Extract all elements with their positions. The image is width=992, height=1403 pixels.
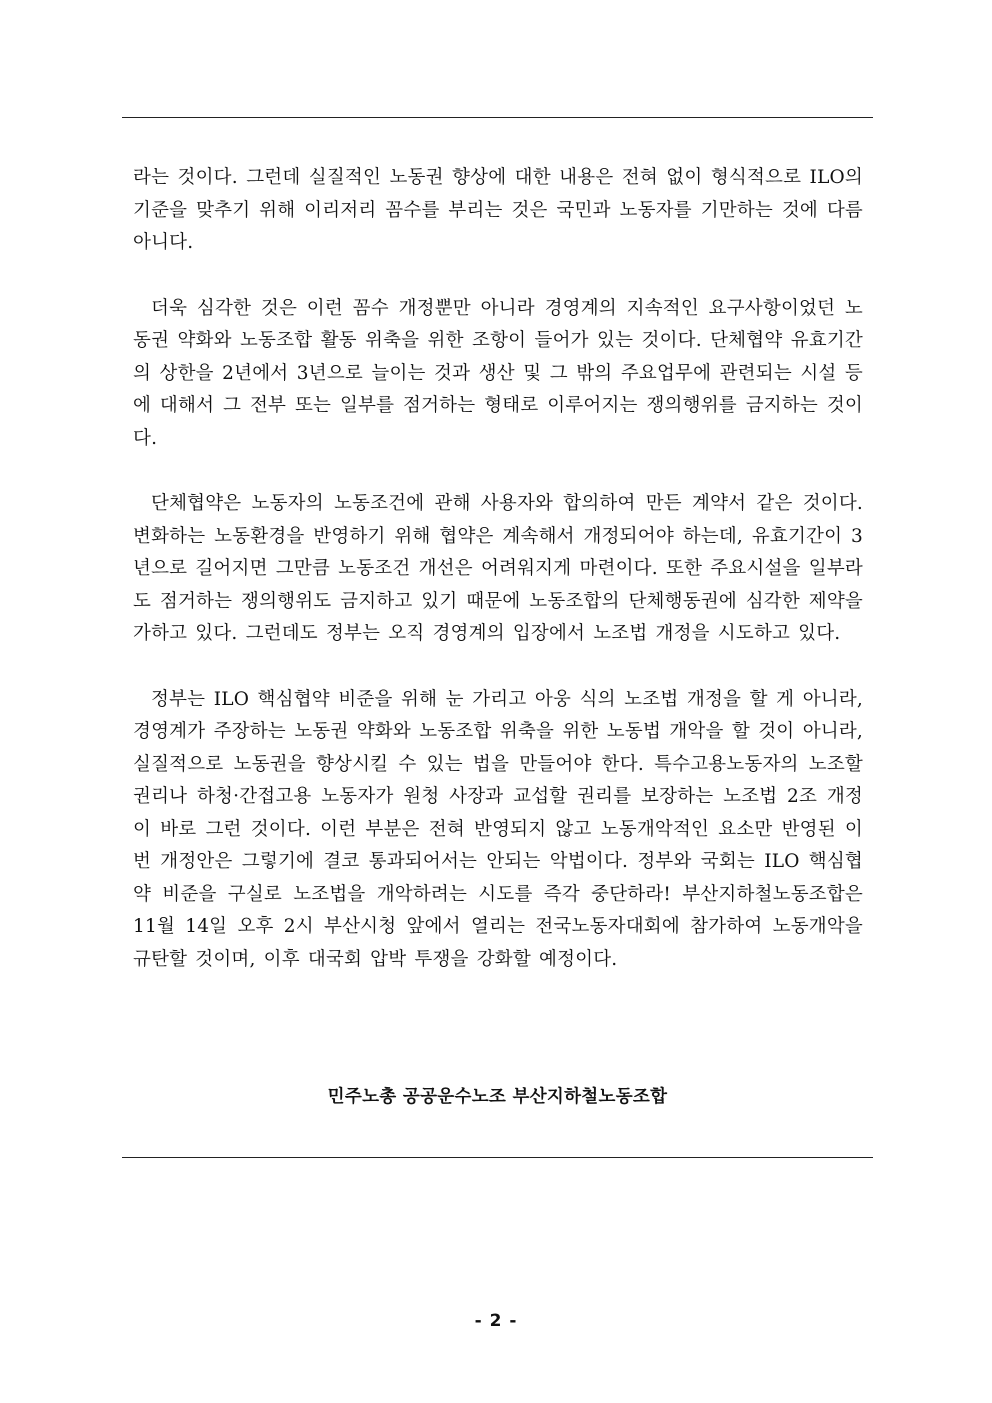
- paragraph-collective-agreement: 단체협약은 노동자의 노동조건에 관해 사용자와 합의하여 만든 계약서 같은 것이다. 변화하는 노동환경을 반영하기 위해 협약은 계속해서 개정되어야 하는데, 유효기간이 3년으로 길어지면 그만큼 노동조건 개선은 어려워지게 마련이다. 또한 주요시설을 일부라도 점거하는 쟁의행위도 금지하고 있기 때문에 노동조합의 단체행동권에 심각한 제약을 가하고 있다. 그런데도 정부는 오직 경영계의 입장에서 노조법 개정을 시도하고 있다.: [133, 493, 863, 644]
- document-body: [133, 162, 863, 1009]
- paragraph-continuation: 라는 것이다. 그런데 실질적인 노동권 향상에 대한 내용은 전혀 없이 형식적으로 ILO의 기준을 맞추기 위해 이리저리 꼼수를 부리는 것은 국민과 노동자를 기만하는 것에 다름 아니다.: [133, 167, 863, 253]
- paragraph-demand: 정부는 ILO 핵심협약 비준을 위해 눈 가리고 아웅 식의 노조법 개정을 할 게 아니라, 경영계가 주장하는 노동권 약화와 노동조합 위축을 위한 노동법 개악을 할 것이 아니라, 실질적으로 노동권을 향상시킬 수 있는 법을 만들어야 한다. 특수고용노동자의 노조할 권리나 하청·간접고용 노동자가 원청 사장과 교섭할 권리를 보장하는 노조법 2조 개정이 바로 그런 것이다. 이런 부분은 전혀 반영되지 않고 노동개악적인 요소만 반영된 이번 개정안은 그렇기에 결코 통과되어서는 안되는 악법이다. 정부와 국회는 ILO 핵심협약 비준을 구실로 노조법을 개악하려는 시도를 즉각 중단하라! 부산지하철노동조합은 11월 14일 오후 2시 부산시청 앞에서 열리는 전국노동자대회에 참가하여 노동개악을 규탄할 것이며, 이후 대국회 압박 투쟁을 강화할 예정이다.: [133, 688, 863, 970]
- footer-divider: [122, 1157, 873, 1158]
- header-divider: [122, 117, 873, 118]
- page-number: - 2 -: [474, 1311, 518, 1331]
- union-signature: 민주노총 공공운수노조 부산지하철노동조합: [327, 1087, 668, 1107]
- paragraph-clause-concern: 더욱 심각한 것은 이런 꼼수 개정뿐만 아니라 경영계의 지속적인 요구사항이었던 노동권 약화와 노동조합 활동 위축을 위한 조항이 들어가 있는 것이다. 단체협약 유효기간의 상한을 2년에서 3년으로 늘이는 것과 생산 및 그 밖의 주요업무에 관련되는 시설 등에 대해서 그 전부 또는 일부를 점거하는 형태로 이루어지는 쟁의행위를 금지하는 것이다.: [133, 297, 863, 449]
